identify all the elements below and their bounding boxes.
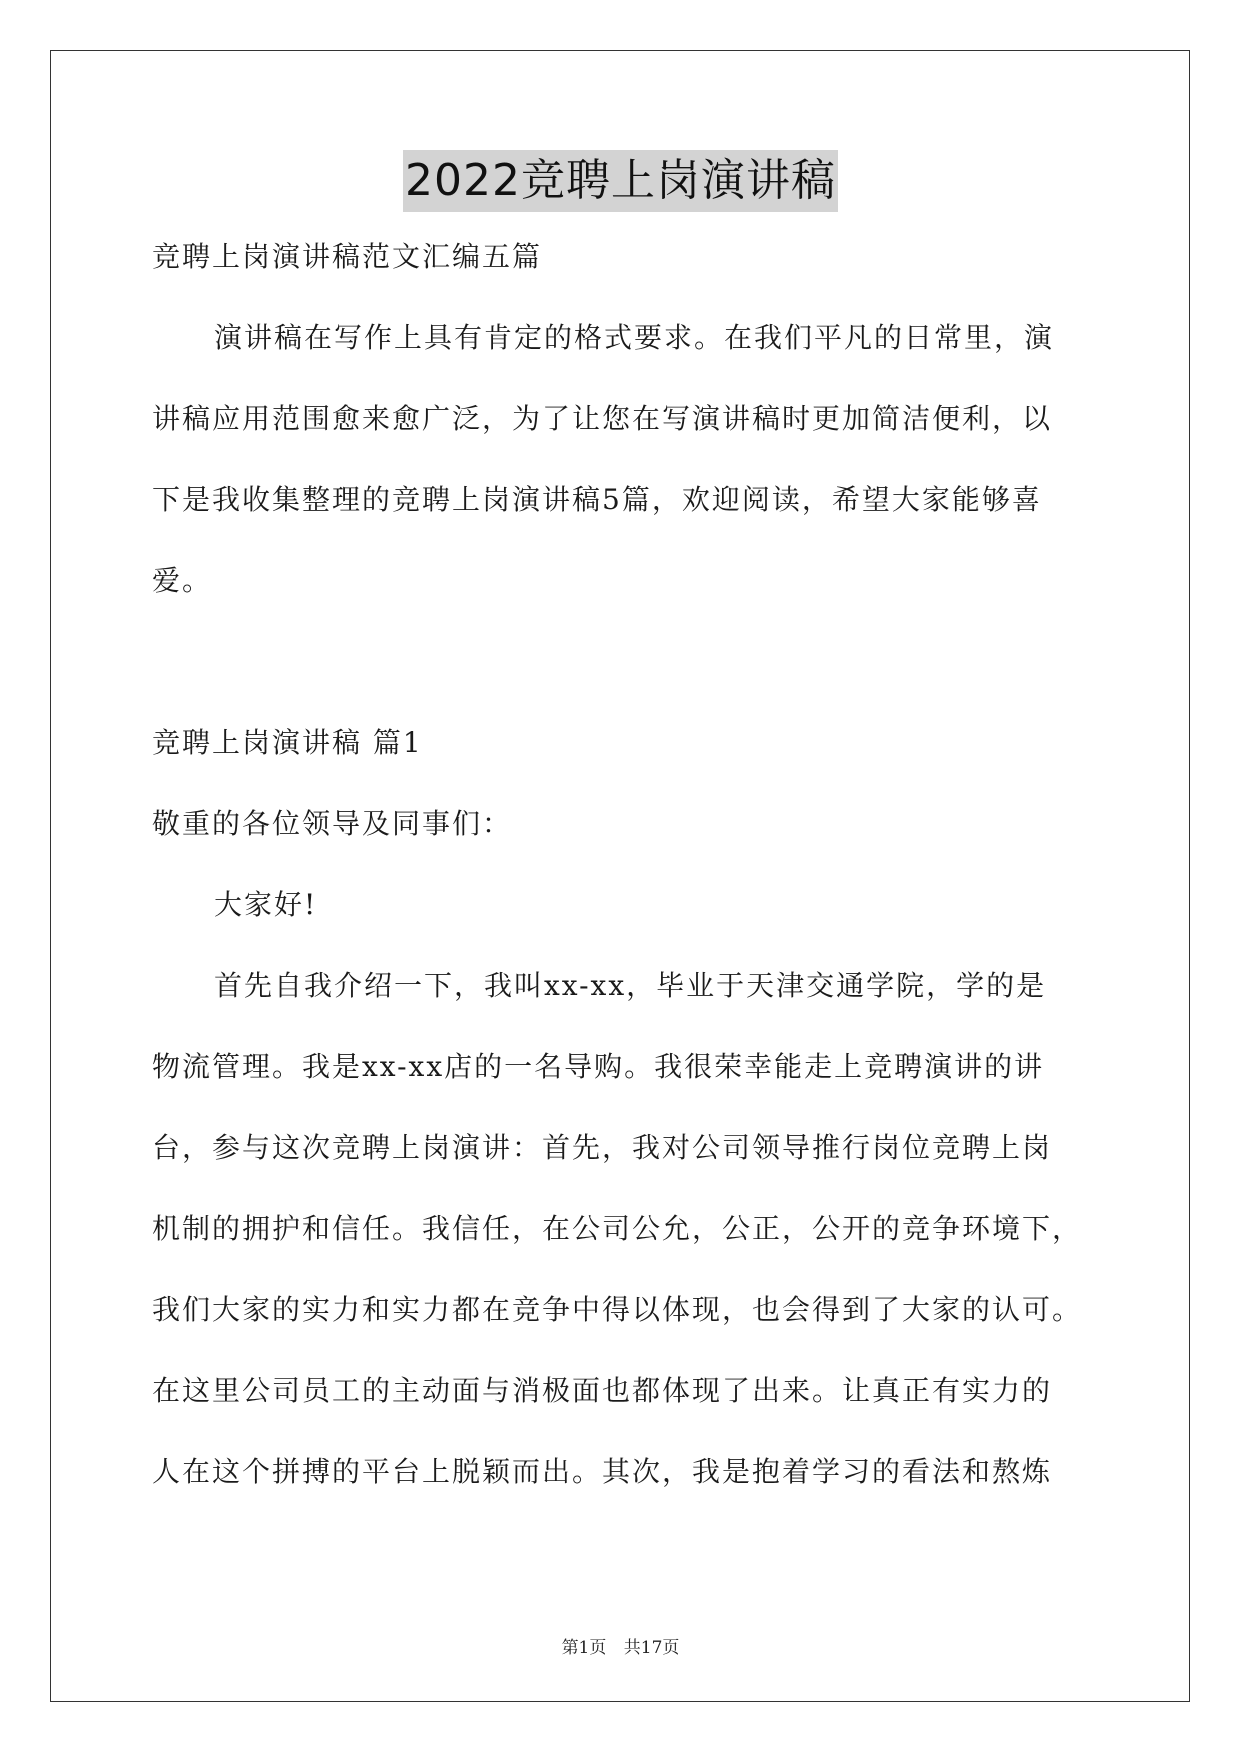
page-footer — [0, 1633, 1241, 1658]
page-number: 第1页 — [561, 1638, 607, 1658]
document-title: 2022竞聘上岗演讲稿 — [403, 150, 838, 212]
body-line: 人在这个拼搏的平台上脱颖而出。其次，我是抱着学习的看法和熬炼 — [152, 1455, 1053, 1488]
greeting: 大家好! — [214, 888, 318, 921]
body-line: 在这里公司员工的主动面与消极面也都体现了出来。让真正有实力的 — [152, 1374, 1053, 1407]
body-line: 我们大家的实力和实力都在竞争中得以体现，也会得到了大家的认可。 — [152, 1293, 1083, 1326]
document-subtitle: 竞聘上岗演讲稿范文汇编五篇 — [152, 240, 543, 273]
body-line: 首先自我介绍一下，我叫xx-xx，毕业于天津交通学院，学的是 — [214, 969, 1047, 1002]
page-total: 共17页 — [623, 1638, 680, 1658]
salutation: 敬重的各位领导及同事们： — [152, 807, 513, 840]
body-line: 机制的拥护和信任。我信任，在公司公允，公正，公开的竞争环境下， — [152, 1212, 1083, 1245]
section-heading: 竞聘上岗演讲稿 篇1 — [152, 726, 423, 759]
intro-line: 讲稿应用范围愈来愈广泛，为了让您在写演讲稿时更加简洁便利，以 — [152, 402, 1053, 435]
intro-line: 下是我收集整理的竞聘上岗演讲稿5篇，欢迎阅读，希望大家能够喜 — [152, 483, 1042, 516]
intro-line: 演讲稿在写作上具有肯定的格式要求。在我们平凡的日常里，演 — [214, 321, 1055, 354]
title-container — [0, 150, 1241, 212]
blank-line — [152, 621, 1092, 702]
intro-line: 爱。 — [152, 564, 213, 597]
body-line: 物流管理。我是xx-xx店的一名导购。我很荣幸能走上竞聘演讲的讲 — [152, 1050, 1045, 1083]
document-body — [152, 216, 1092, 1512]
body-line: 台，参与这次竞聘上岗演讲：首先，我对公司领导推行岗位竞聘上岗 — [152, 1131, 1053, 1164]
